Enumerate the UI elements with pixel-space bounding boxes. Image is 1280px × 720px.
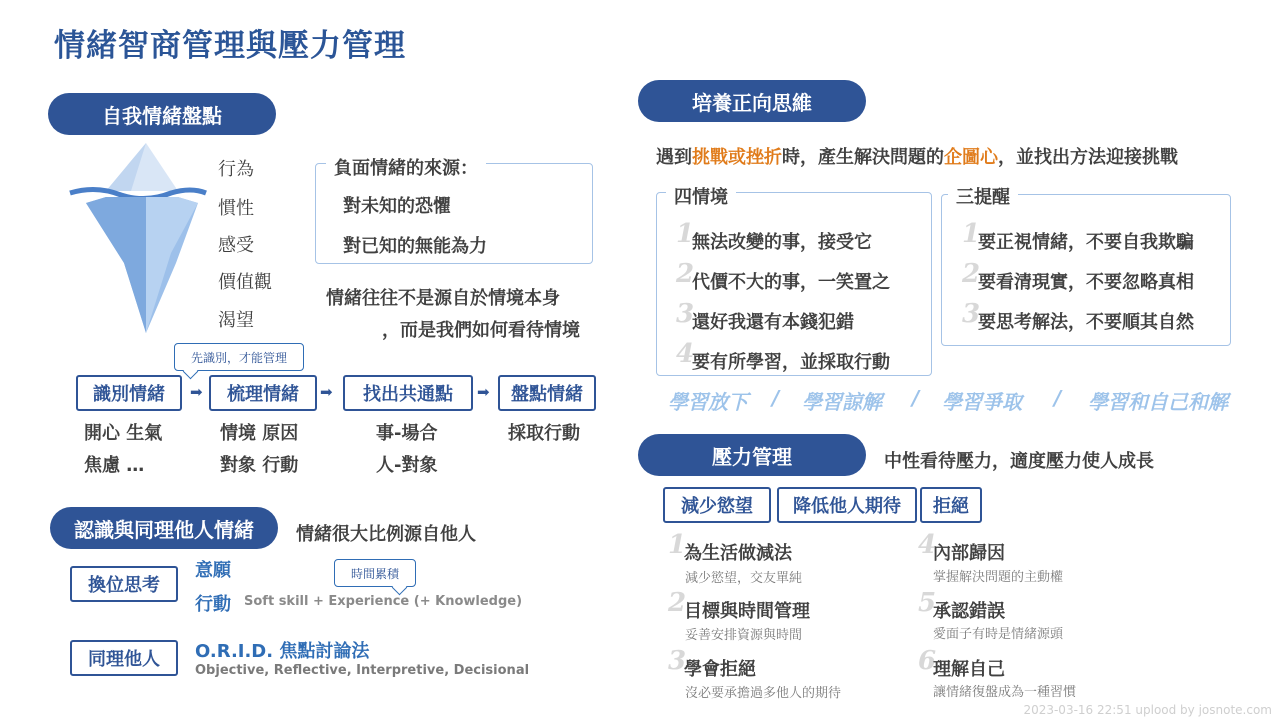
learn-let-go: 學習放下: [668, 390, 748, 414]
watermark: 2023-03-16 22:51 uplood by josnote.com: [1023, 703, 1272, 717]
reduce-desire-box: 減少慾望: [663, 487, 771, 523]
time-accumulation-callout: 時間累積: [334, 559, 416, 587]
learn-self-reconcile: 學習和自己和解: [1088, 390, 1228, 414]
item-number: 4: [676, 339, 695, 369]
item-number: 3: [962, 299, 981, 329]
line-text: 遇到: [656, 147, 692, 168]
stress-item-sub: 掌握解決問題的主動權: [933, 570, 1064, 585]
stress-item-sub: 減少慾望，交友單純: [685, 571, 803, 586]
learn-separator: /: [772, 386, 780, 410]
line-text: ，並找出方法迎接挑戰: [998, 147, 1178, 168]
step-sort-examples: 對象 行動: [220, 455, 299, 476]
four-situations-item: 還好我還有本錢犯錯: [692, 312, 854, 333]
highlight-ambition: 企圖心: [944, 147, 998, 168]
step-sort-examples: 情境 原因: [220, 423, 299, 444]
three-reminders-item: 要思考解法，不要順其自然: [978, 312, 1194, 333]
three-reminders-title: 三提醒: [948, 183, 1018, 209]
stress-item-title: 目標與時間管理: [684, 601, 810, 622]
item-number: 3: [676, 299, 695, 329]
step-identify: 識別情緒: [76, 375, 182, 411]
page-title: 情緒智商管理與壓力管理: [54, 28, 406, 64]
highlight-challenge: 挑戰或挫折: [692, 147, 782, 168]
orid-title: O.R.I.D. 焦點討論法: [195, 641, 370, 662]
arrow-right-icon: ➡: [320, 383, 333, 401]
lower-expectations-box: 降低他人期待: [777, 487, 917, 523]
learn-separator: /: [912, 386, 920, 410]
step-sort-out: 梳理情緒: [209, 375, 317, 411]
item-number: 2: [962, 259, 981, 289]
item-number: 2: [676, 259, 695, 289]
three-reminders-item: 要看清現實，不要忽略真相: [978, 272, 1194, 293]
iceberg-label-feeling: 感受: [218, 235, 254, 256]
iceberg-label-behavior: 行為: [218, 159, 254, 180]
stress-item-sub: 沒必要承擔過多他人的期待: [685, 686, 842, 701]
step-inventory-examples: 採取行動: [508, 423, 580, 444]
section-header-self-inventory: 自我情緒盤點: [48, 93, 276, 135]
learn-forgive: 學習諒解: [802, 390, 882, 414]
emotion-quote-line2: ，而是我們如何看待情境: [382, 320, 580, 341]
orid-detail: Objective, Reflective, Interpretive, Decisional: [195, 663, 530, 678]
empathize-box: 同理他人: [70, 640, 178, 676]
empathy-note: 情緒很大比例源自他人: [296, 524, 476, 545]
step-identify-examples: 焦慮 …: [84, 455, 145, 476]
four-situations-item: 要有所學習，並採取行動: [692, 352, 890, 373]
intent-label: 意願: [195, 560, 231, 581]
arrow-right-icon: ➡: [477, 383, 490, 401]
section-header-stress: 壓力管理: [638, 434, 866, 476]
stress-item-title: 為生活做減法: [684, 543, 792, 564]
three-reminders-item: 要正視情緒，不要自我欺騙: [978, 232, 1194, 253]
stress-item-sub: 讓情緒復盤成為一種習慣: [933, 685, 1077, 700]
step-find-common: 找出共通點: [343, 375, 473, 411]
arrow-right-icon: ➡: [190, 383, 203, 401]
item-number: 4: [918, 530, 937, 560]
negative-source-title: 負面情緒的來源：: [326, 154, 486, 180]
four-situations-item: 無法改變的事，接受它: [692, 232, 872, 253]
iceberg-label-habit: 慣性: [218, 198, 254, 219]
stress-item-title: 理解自己: [933, 659, 1005, 680]
section-header-positive-thinking: 培養正向思維: [638, 80, 866, 122]
learn-separator: /: [1054, 386, 1062, 410]
positive-thinking-line: [656, 143, 1178, 169]
stress-item-sub: 愛面子有時是情緒源頭: [933, 627, 1064, 642]
negative-source-item: 對已知的無能為力: [343, 236, 487, 257]
iceberg-label-values: 價值觀: [218, 272, 272, 293]
stress-item-sub: 妥善安排資源與時間: [685, 628, 803, 643]
negative-source-item: 對未知的恐懼: [343, 196, 451, 217]
section-header-empathy: 認識與同理他人情緒: [50, 507, 278, 549]
action-label: 行動: [195, 594, 231, 615]
learn-strive: 學習爭取: [942, 390, 1022, 414]
refuse-box: 拒絕: [920, 487, 982, 523]
action-detail: Soft skill + Experience (+ Knowledge): [244, 594, 523, 609]
item-number: 5: [918, 588, 937, 618]
iceberg-label-desire: 渴望: [218, 310, 254, 331]
item-number: 3: [668, 646, 687, 676]
item-number: 2: [668, 588, 687, 618]
stress-item-title: 承認錯誤: [933, 601, 1005, 622]
step-common-examples: 人-對象: [376, 455, 438, 476]
item-number: 6: [918, 646, 937, 676]
item-number: 1: [962, 219, 981, 249]
identify-first-callout: 先識別，才能管理: [174, 343, 304, 371]
iceberg-illustration: [66, 143, 211, 338]
four-situations-title: 四情境: [666, 183, 736, 209]
stress-note: 中性看待壓力，適度壓力使人成長: [884, 451, 1154, 472]
stress-item-title: 內部歸因: [933, 543, 1005, 564]
line-text: 時，產生解決問題的: [782, 147, 944, 168]
stress-item-title: 學會拒絕: [684, 659, 756, 680]
four-situations-item: 代價不大的事，一笑置之: [692, 272, 890, 293]
perspective-taking-box: 換位思考: [70, 566, 178, 602]
item-number: 1: [676, 219, 695, 249]
emotion-quote-line1: 情緒往往不是源自於情境本身: [326, 288, 560, 309]
item-number: 1: [668, 530, 687, 560]
step-inventory: 盤點情緒: [498, 375, 596, 411]
step-identify-examples: 開心 生氣: [84, 423, 163, 444]
step-common-examples: 事-場合: [376, 423, 438, 444]
